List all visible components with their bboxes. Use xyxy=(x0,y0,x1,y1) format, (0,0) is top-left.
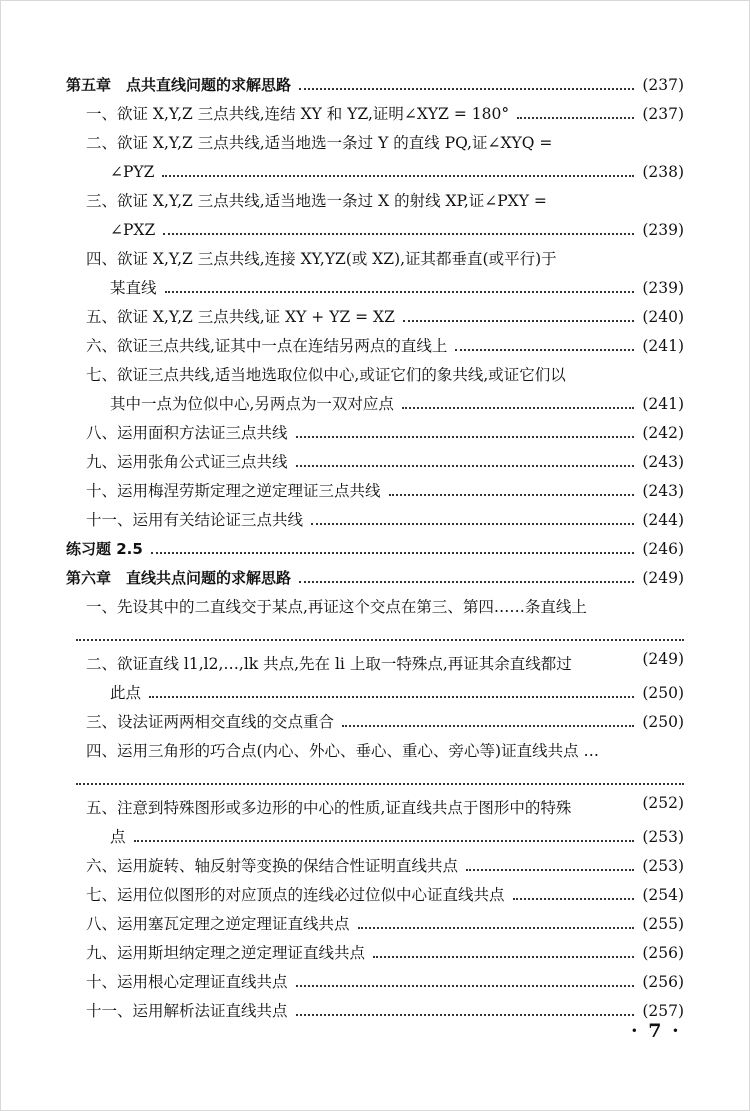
entry-title: 五、欲证 X,Y,Z 三点共线,证 XY + YZ = XZ xyxy=(86,308,395,326)
entry-title: 三、设法证两两相交直线的交点重合 xyxy=(86,713,335,731)
dot-leader xyxy=(299,580,634,583)
dot-leader xyxy=(165,290,635,293)
dot-leader xyxy=(373,955,634,958)
entry-title: 六、欲证三点共线,证其中一点在连结另两点的直线上 xyxy=(86,337,448,355)
toc-entry-continuation xyxy=(110,272,684,298)
entry-continuation: 点 xyxy=(110,828,126,846)
page-number: (254) xyxy=(642,886,684,904)
dot-leader xyxy=(163,232,634,235)
dot-leader xyxy=(76,638,684,641)
page-number: (241) xyxy=(642,395,684,413)
dot-leader xyxy=(358,926,635,929)
dot-leader xyxy=(296,435,635,438)
toc-entry xyxy=(86,850,684,876)
toc-entry xyxy=(86,937,684,963)
page-number: (237) xyxy=(642,105,684,123)
page-folio: · 7 · xyxy=(631,1020,681,1042)
page-number: (252) xyxy=(642,794,684,812)
dot-leader xyxy=(403,319,634,322)
page-number: (239) xyxy=(642,221,684,239)
dot-leader xyxy=(466,868,634,871)
page-number: (240) xyxy=(642,308,684,326)
dot-leader xyxy=(296,984,635,987)
dot-leader xyxy=(76,782,684,785)
entry-continuation: 此点 xyxy=(110,684,142,702)
entry-title: 十一、运用解析法证直线共点 xyxy=(86,1002,288,1020)
entry-title: 九、运用张角公式证三点共线 xyxy=(86,453,288,471)
page-number: (237) xyxy=(642,76,684,94)
entry-continuation: ∠PYZ xyxy=(110,163,155,181)
entry-title: 十一、运用有关结论证三点共线 xyxy=(86,511,304,529)
dot-leader xyxy=(149,695,634,698)
page-number: (253) xyxy=(642,857,684,875)
page-number: (243) xyxy=(642,482,684,500)
dot-leader xyxy=(513,897,635,900)
page-number: (257) xyxy=(642,1002,684,1020)
toc-entry xyxy=(86,879,684,905)
toc-entry xyxy=(86,127,684,153)
toc-entry xyxy=(86,185,684,211)
entry-title: 一、先设其中的二直线交于某点,再证这个交点在第三、第四……条直线上 xyxy=(86,598,587,616)
dot-leader xyxy=(389,493,635,496)
toc-entry xyxy=(86,908,684,934)
page-number: (238) xyxy=(642,163,684,181)
entry-title: 八、运用面积方法证三点共线 xyxy=(86,424,288,442)
page-number: (249) xyxy=(642,650,684,668)
dot-leader xyxy=(296,1013,635,1016)
page-number: (256) xyxy=(642,973,684,991)
entry-title: 七、欲证三点共线,适当地选取位似中心,或证它们的象共线,或证它们以 xyxy=(86,366,566,384)
toc-entry-continuation xyxy=(110,677,684,703)
toc-entry xyxy=(86,792,684,818)
entry-title: 一、欲证 X,Y,Z 三点共线,连结 XY 和 YZ,证明∠XYZ = 180° xyxy=(86,105,510,123)
page-number: (246) xyxy=(642,540,684,558)
page-number: (250) xyxy=(642,684,684,702)
page-number: (242) xyxy=(642,424,684,442)
entry-title: 八、运用塞瓦定理之逆定理证直线共点 xyxy=(86,915,350,933)
entry-title: 三、欲证 X,Y,Z 三点共线,适当地选一条过 X 的射线 XP,证∠PXY = xyxy=(86,192,547,210)
chapter-title: 第五章 点共直线问题的求解思路 xyxy=(66,76,292,94)
toc-exercises xyxy=(66,533,684,559)
exercises-title: 练习题 2.5 xyxy=(66,540,143,558)
entry-continuation: 某直线 xyxy=(110,279,157,297)
dot-leader xyxy=(151,551,635,554)
toc-entry xyxy=(86,995,684,1021)
toc-entry xyxy=(86,446,684,472)
toc-entry xyxy=(86,301,684,327)
entry-title: 四、运用三角形的巧合点(内心、外心、垂心、重心、旁心等)证直线共点 … xyxy=(86,742,600,760)
toc-entry xyxy=(86,98,684,124)
entry-title: 四、欲证 X,Y,Z 三点共线,连接 XY,YZ(或 XZ),证其都垂直(或平行)于 xyxy=(86,250,557,268)
dot-leader xyxy=(342,724,634,727)
page-number: (249) xyxy=(642,569,684,587)
toc-entry xyxy=(86,735,684,761)
toc-entry xyxy=(86,243,684,269)
entry-title: 九、运用斯坦纳定理之逆定理证直线共点 xyxy=(86,944,366,962)
dot-leader xyxy=(134,839,635,842)
toc-entry-continuation xyxy=(110,156,684,182)
dot-leader xyxy=(296,464,635,467)
entry-title: 二、欲证直线 l1,l2,…,lk 共点,先在 li 上取一特殊点,再证其余直线都过 xyxy=(86,655,572,673)
dot-leader xyxy=(299,87,634,90)
toc-chapter-5 xyxy=(66,69,684,95)
page-number: (239) xyxy=(642,279,684,297)
page-number: (243) xyxy=(642,453,684,471)
entry-title: 十、运用梅涅劳斯定理之逆定理证三点共线 xyxy=(86,482,381,500)
chapter-title: 第六章 直线共点问题的求解思路 xyxy=(66,569,292,587)
toc-entry xyxy=(86,591,684,617)
toc-entry xyxy=(86,417,684,443)
toc-entry-continuation xyxy=(76,764,684,790)
dot-leader xyxy=(162,174,634,177)
entry-title: 六、运用旋转、轴反射等变换的保结合性证明直线共点 xyxy=(86,857,459,875)
toc-entry xyxy=(86,966,684,992)
toc-entry-continuation xyxy=(110,388,684,414)
dot-leader xyxy=(455,348,634,351)
toc-entry-continuation xyxy=(76,620,684,646)
dot-leader xyxy=(311,522,634,525)
entry-title: 七、运用位似图形的对应顶点的连线必过位似中心证直线共点 xyxy=(86,886,505,904)
entry-title: 十、运用根心定理证直线共点 xyxy=(86,973,288,991)
dot-leader xyxy=(517,116,634,119)
page-number: (256) xyxy=(642,944,684,962)
toc-entry xyxy=(86,475,684,501)
page-number: (241) xyxy=(642,337,684,355)
entry-continuation: ∠PXZ xyxy=(110,221,156,239)
page-number: (250) xyxy=(642,713,684,731)
page-number: (255) xyxy=(642,915,684,933)
page-number: (253) xyxy=(642,828,684,846)
toc-chapter-6 xyxy=(66,562,684,588)
page-number: (244) xyxy=(642,511,684,529)
toc-entry xyxy=(86,706,684,732)
toc-entry xyxy=(86,648,684,674)
toc-entry-continuation xyxy=(110,821,684,847)
dot-leader xyxy=(402,406,634,409)
toc-entry-continuation xyxy=(110,214,684,240)
entry-title: 二、欲证 X,Y,Z 三点共线,适当地选一条过 Y 的直线 PQ,证∠XYQ = xyxy=(86,134,553,152)
entry-title: 五、注意到特殊图形或多边形的中心的性质,证直线共点于图形中的特殊 xyxy=(86,799,572,817)
toc-entry xyxy=(86,504,684,530)
toc-entry xyxy=(86,330,684,356)
toc-entry xyxy=(86,359,684,385)
entry-continuation: 其中一点为位似中心,另两点为一双对应点 xyxy=(110,395,394,413)
